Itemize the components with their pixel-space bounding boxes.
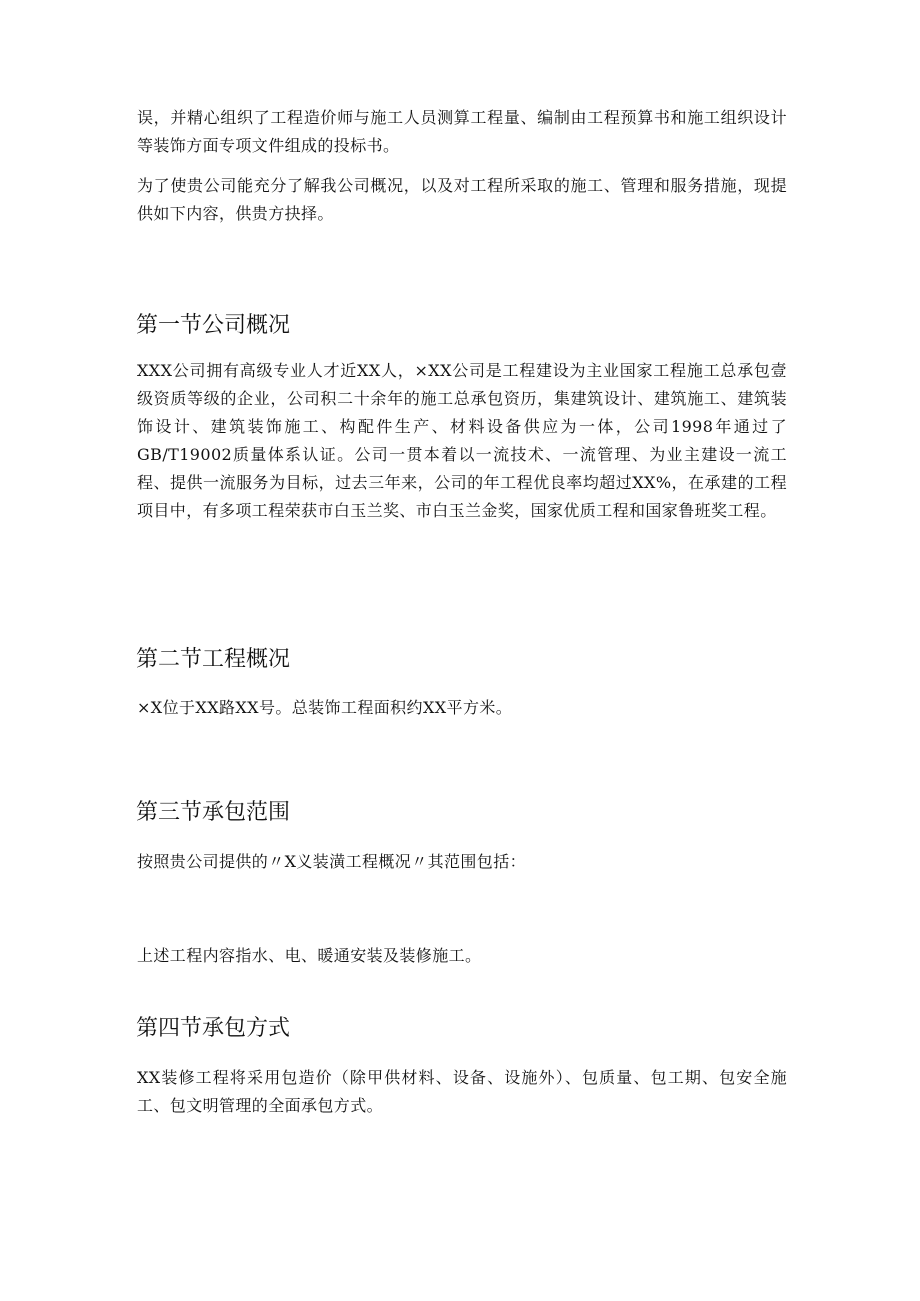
contract-scope-paragraph-2: 上述工程内容指水、电、暖通安装及装修施工。 bbox=[137, 946, 482, 965]
contract-scope-paragraph-1: 按照贵公司提供的〃X义装潢工程概况〃其范围包括： bbox=[137, 852, 526, 871]
section-heading-company-overview: 第一节公司概况 bbox=[136, 313, 291, 338]
contract-method-paragraph: XX装修工程将采用包造价（除甲供材料、设备、设施外）、包质量、包工期、包安全施工、包文明管理的全面承包方式。 bbox=[137, 1068, 787, 1115]
project-overview-paragraph: ×X位于XX路XX号。总装饰工程面积约XX平方米。 bbox=[137, 698, 513, 717]
intro-paragraph-2: 为了使贵公司能充分了解我公司概况，以及对工程所采取的施工、管理和服务措施，现提供如下内容，供贵方抉择。 bbox=[137, 176, 787, 223]
company-overview-paragraph: XXX公司拥有高级专业人才近XX人，×XX公司是工程建设为主业国家工程施工总承包壹级资质等级的企业，公司积二十余年的施工总承包资历，集建筑设计、建筑施工、建筑装饰设计、建筑装饰施工、构配件生产、材料设备供应为一体，公司1998年通过了GB/T19002质量体系认证。公司一贯本着以一流技术、一流管理、为业主建设一流工程、提供一流服务为目标，过去三年来，公司的年工程优良率均超过XX%，在承建的工程项目中，有多项工程荣获市白玉兰奖、市白玉兰金奖，国家优质工程和国家鲁班奖工程。 bbox=[137, 361, 787, 520]
section-heading-contract-scope: 第三节承包范围 bbox=[136, 800, 291, 825]
section-heading-project-overview: 第二节工程概况 bbox=[136, 647, 291, 672]
section-heading-contract-method: 第四节承包方式 bbox=[136, 1016, 291, 1041]
intro-paragraph-1: 误，并精心组织了工程造价师与施工人员测算工程量、编制由工程预算书和施工组织设计等装饰方面专项文件组成的投标书。 bbox=[137, 108, 787, 155]
